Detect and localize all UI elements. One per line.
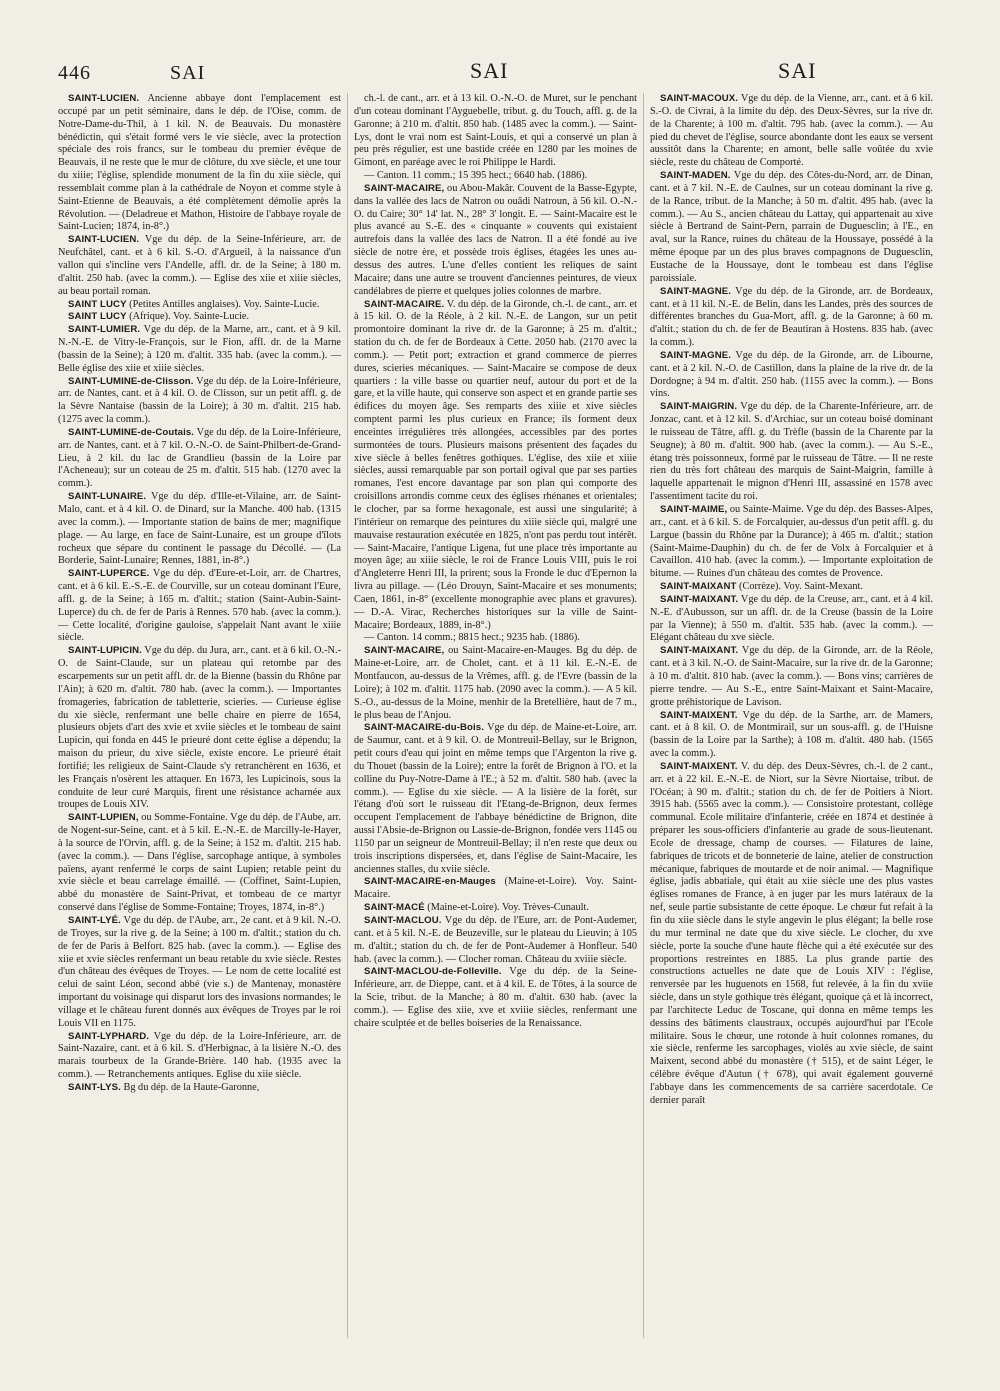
dictionary-entry [650, 93, 933, 170]
entry-headword: SAINT-MAGNE. [660, 285, 732, 297]
entry-text: V. du dép. de la Gironde, ch.-l. de cant., arr. et à 15 kil. O. de la Réole, à 2 kil. N.-E. de Langon, sur un petit promontoire dominant la rive dr. de la Garonne; à 25 m. d'altit.; station du ch. de fer de Bordeaux à Cette. 2050 hab. (2170 avec la comm.). — Petit port; extraction et grand commerce de pierres dures, scieries mécaniques. — Saint-Macaire se compose de deux quartiers : la ville basse ou quartier neuf, autour du port et de la gare, et la ville haute, qui conserve son aspect et en grande partie ses édifices du moyen âge. Ses remparts des xiiie et xive siècles comptent parmi les plus curieux en France; ils forment deux enceintes irrégulières très allongées, accessibles par des portes surmontées de tours. Plusieurs maisons présentent des façades du xive siècle à belles fenêtres gothiques. L'église, des xiie et xiiie siècles, aussi remarquable par son portail ogival que par ses parties romanes, l'est encore davantage par son plan qui comporte des croisillons arrondis comme ceux des églises rhénanes et orientales; le clocher, par sa forme hexagonale, est aussi une singularité; à l'intérieur on remarque des peintures du xiiie siècle qui, malgré une mauvaise restauration exécutée en 1825, n'ont pas perdu tout intérêt. — Saint-Macaire, l'antique Ligena, fut une place très importante au moyen âge; au xiiie siècle, le roi de France Louis VIII, puis le roi d'Angleterre Henri III, la prirent; sous la Fronde le duc d'Epernon la livra au pillage. — (Léo Drouyn, Saint-Macaire et ses monuments; Caen, 1861, in-8° (excellente monographie avec plans et gravures). — D.-A. Virac, Recherches historiques sur la ville de Saint-Macaire; Bordeaux, 1889, in-8°.) [354, 298, 637, 631]
entry-text: Vge du dép. de la Loire-Inférieure, arr. de Nantes, cant. et à 7 kil. O.-N.-O. de Saint-Philbert-de-Grand-Lieu, à 2 kil. du lac de Grandlieu (bassin de la Loire par l'Acheneau); sur un coteau de 25 m. d'altit. 515 hab. (1270 avec la comm.). [58, 426, 341, 490]
dictionary-entry [354, 915, 637, 966]
dictionary-entry [650, 350, 933, 401]
entry-text: Vge du dép. des Côtes-du-Nord, arr. de Dinan, cant. et à 7 kil. N.-E. de Caulnes, sur un coteau dominant la rive g. de la Rance, tribut. de la Manche; à 50 m. d'altit. 495 hab. (avec la comm.). — Au S., ancien château du Lattay, qui appartenait au xive siècle à Bertrand de Saint-Pern, parrain de Duguesclin; à l'E., en aval, sur la Rance, ruines du château de la Houssaye, possédé à la même époque par un des plus braves compagnons de Duguesclin, Eustache de la Houssaye, dont le tombeau est dans l'église paroissiale. [650, 170, 933, 284]
dictionary-entry [58, 93, 341, 234]
dictionary-entry [354, 170, 637, 183]
entry-text: Vge du dép. de la Creuse, arr., cant. et à 4 kil. N.-E. d'Aubusson, sur un affl. dr. de la Creuse (bassin de la Loire par la Vienne); à 550 m. d'altit. 535 hab. (avec la comm.). — Elégant château du xve siècle. [650, 593, 933, 644]
entry-text: Vge du dép. de la Marne, arr., cant. et à 9 kil. N.-N.-E. de Vitry-le-François, sur le Fion, affl. dr. de la Marne (bassin de la Seine); à 120 m. d'altit. 335 hab. (avec la comm.). — Belle église des xiie et xiiie siècles. [58, 324, 341, 374]
dictionary-entry [650, 170, 933, 286]
entry-headword: SAINT-LUCIEN. [68, 234, 140, 246]
dictionary-entry [354, 93, 637, 170]
entry-headword: SAINT-MACLOU-de-Folleville. [364, 966, 502, 978]
entry-headword: SAINT-LUMINE-de-Coutais. [68, 426, 195, 438]
entry-text: Vge du dép. de l'Aube, arr., 2e cant. et à 9 kil. N.-O. de Troyes, sur la rive g. de la Seine; à 100 m. d'altit.; station du ch. de fer de Paris à Belfort. 825 hab. (avec la comm.). — Eglise des xiie et xvie siècles renfermant un beau retable du xvie siècle. Restes d'un château des évêques de Troyes. — Le nom de cette localité est celui de saint Léon, second abbé (vie s.) de Mantenay, monastère important du voisinage qui disparut lors des invasions normandes; le village et le château furent donnés aux évêques de Troyes par le roi Louis VII en 1175. [58, 915, 341, 1029]
entry-text: Vge du dép. du Jura, arr., cant. et à 6 kil. O.-N.-O. de Saint-Claude, sur un plateau qui retombe par des escarpements sur un petit affl. dr. de la Bienne (bassin du Rhône par l'Ain); à 620 m. d'altit. 780 hab. (avec la comm.). — Importantes fromageries, fabrication de tabletterie, scieries. — Curieuse église du xie siècle, renfermant une belle chaire en pierre de 1654, plusieurs objets d'art des xvie et xviie siècles et le tombeau de saint Lupicin, qui fonda en 445 le prieuré dont cette église a dépendu; la maison du prieur, du xive siècle, existe encore. Le prieuré était fortifié; les religieux de Saint-Claude s'y retranchèrent en 1636, et les Français n'osèrent les attaquer. En 1673, les Lupicinois, sous la conduite de leur curé Marquis, firent une résistance acharnée aux troupes de Louis XIV. [58, 645, 341, 811]
text-column-left [58, 93, 341, 1343]
entry-text: Vge du dép. de la Gironde, arr. de Libourne, cant. et à 2 kil. N.-O. de Castillon, dans la plaine de la rive dr. de la Dordogne; à 94 m. d'altit. 250 hab. (1155 avec la comm.). — Bons vins. [650, 349, 933, 400]
entry-text: Vge du dép. de la Seine-Inférieure, arr. de Dieppe, cant. et à 4 kil. E. de Tôtes, à la source de la Scie, tribut. de la Manche; à 80 m. d'altit. 630 hab. (avec la comm.). — Eglise des xiie, xve et xviiie siècles, renfermant une chaire sculptée et de belles boiseries de la Renaissance. [354, 966, 637, 1029]
dictionary-entry [354, 722, 637, 876]
dictionary-entry [354, 299, 637, 633]
dictionary-entry [354, 902, 637, 915]
entry-headword: SAINT-LUPIEN, [68, 812, 139, 824]
dictionary-entry [58, 1082, 341, 1095]
entry-headword: SAINT-MAIXENT. [660, 760, 738, 772]
dictionary-entry [650, 401, 933, 504]
entry-text: Vge du dép. de la Sarthe, arr. de Mamers, cant. et à 8 kil. O. de Montmirail, sur un sous-affl. g. de l'Huisne (bassin de la Loire par la Sarthe); à 108 m. d'altit. 480 hab. (1565 avec la comm.). [650, 709, 933, 760]
entry-headword: SAINT-MAIXANT [660, 581, 737, 593]
entry-headword: SAINT-MACAIRE-en-Mauges [364, 876, 496, 888]
entry-text: Vge du dép. d'Eure-et-Loir, arr. de Chartres, cant. et à 6 kil. E.-S.-E. de Courville, sur un coteau dominant l'Eure, affl. g. de la Seine; à 165 m. d'altit.; station (Saint-Aubin-Saint-Luperce) du ch. de fer de Paris à Rennes. 570 hab. (avec la comm.). — Cette localité, d'origine gauloise, s'appelait Nant avant le xiiie siècle. [58, 568, 341, 644]
entry-headword: SAINT LUCY [68, 311, 127, 323]
entry-text: (Afrique). Voy. Sainte-Lucie. [126, 311, 250, 323]
entry-headword: SAINT-MACAIRE-du-Bois. [364, 722, 484, 734]
entry-headword: SAINT-LUPERCE. [68, 568, 150, 580]
dictionary-entry [58, 915, 341, 1031]
entry-headword: SAINT-MAIXENT. [660, 709, 738, 721]
dictionary-entry [58, 1031, 341, 1082]
dictionary-entry [650, 594, 933, 645]
entry-headword: SAINT-LUMINE-de-Clisson. [68, 375, 194, 387]
entry-text: Vge du dép. de Maine-et-Loire, arr. de Saumur, cant. et à 9 kil. O. de Montreuil-Bellay, sur le Brignon, petit cours d'eau qui joint en même temps que l'Argenton la rive g. du Thouet (bassin de la Loire); entre la forêt de Brignon à l'O. et la colline du Puy-Notre-Dame à l'E.; à 52 m. d'altit. 580 hab. (avec la comm.). — Eglise du xie siècle. — A la lisière de la forêt, sur l'étang d'où sort le ruisseau dit l'Etang-de-Brignon, deux fermes occupent l'emplacement de l'abbaye bénédictine de Brignon, dite aussi l'Absie-de-Brignon ou Lassie-de-Brignon, fondée vers 1145 ou 1150 par un seigneur de Montreuil-Bellay; il n'en reste que deux ou trois inscriptions dispersées, et, dans l'église de Saint-Macaire, les anciennes stalles, du xviie siècle. [354, 722, 637, 875]
dictionary-entry [58, 299, 341, 312]
entry-text: (Petites Antilles anglaises). Voy. Sainte-Lucie. [126, 298, 320, 310]
dictionary-entry [354, 966, 637, 1030]
entry-headword: SAINT-MAIXANT. [660, 645, 739, 657]
entry-headword: SAINT-MAIGRIN. [660, 401, 738, 413]
entry-text: Vge du dép. de la Gironde, arr. de Bordeaux, cant. et à 11 kil. N.-E. de Belin, dans les Landes, près des sources de différentes branches du Gua-Mort, affl. g. de la Garonne; à 60 m. d'altit.; station du ch. de fer de Beautiran à Hostens. 835 hab. (avec la comm.). [650, 285, 933, 349]
entry-headword: SAINT-LUPICIN. [68, 645, 142, 657]
entry-headword: SAINT-LYS. [68, 1081, 121, 1093]
entry-text: Vge du dép. de la Charente-Inférieure, arr. de Jonzac, cant. et à 12 kil. S. d'Archiac, sur un coteau boisé dominant le ruisseau de Tâtre, affl. g. du Trèfle (bassin de la Charente par la Seugne); à 80 m. d'altit. 900 hab. (avec la comm.). — Au S.-E., étang très poissonneux, formé par le ruisseau de Tâtre. — Il ne reste rien du très fort château des marquis de Saint-Maigrin, famille à laquelle appartenait le mignon d'Henri III, assassiné en 1578 avec l'assentiment tacite du roi. [650, 401, 933, 503]
entry-headword: SAINT-MAGNE. [660, 349, 732, 361]
entry-text: ou Sainte-Maime. Vge du dép. des Basses-Alpes, arr., cant. et à 6 kil. S. de Forcalquier, au-dessus d'un petit affl. g. du Largue (bassin du Rhône par la Durance); à 465 m. d'altit.; station (Saint-Maime-Dauphin) du ch. de fer de Volx à Forcalquier et à Cavaillon. 410 hab. (avec la comm.). — Importante exploitation de bitume. — Ruines d'un château des comtes de Provence. [650, 504, 933, 580]
entry-text: Vge du dép. de la Vienne, arr., cant. et à 6 kil. S.-O. de Civrai, à la limite du dép. des Deux-Sèvres, sur la rive dr. de la Charente; à 100 m. d'altit. 795 hab. (avec la comm.). — Au pied du chevet de l'église, source abondante dont les eaux se versent aussitôt dans la Charente; en amont, belle salle voûtée du xvie siècle, reste du château de Comporté. [650, 93, 933, 169]
entry-headword: SAINT-MAIME, [660, 504, 728, 515]
entry-headword: SAINT-LYÉ. [68, 915, 121, 926]
dictionary-entry [354, 183, 637, 299]
entry-headword: SAINT-LYPHARD. [68, 1030, 150, 1042]
text-column-middle [354, 93, 637, 1343]
entry-text: Vge du dép. de la Gironde, arr. de la Réole, cant. et à 3 kil. N.-O. de Saint-Macaire, sur la rive dr. de la Garonne; à 10 m. d'altit. 810 hab. (avec la comm.). — Bons vins; carrières de pierre tendre. — Au S.-E., entre Saint-Maixant et Saint-Macaire, grotte préhistorique de Lavison. [650, 645, 933, 708]
entry-text: — Canton. 14 comm.; 8815 hect.; 9235 hab. (1886). [364, 632, 580, 644]
dictionary-entry [58, 491, 341, 568]
entry-headword: SAINT-MACÉ [364, 902, 425, 914]
entry-text: ou Somme-Fontaine. Vge du dép. de l'Aube, arr. de Nogent-sur-Seine, cant. et à 5 kil. E.-N.-E. de Marcilly-le-Hayer, à la source de l'Orvin, affl. g. de la Seine; à 152 m. d'altit. 215 hab. (avec la comm.). — Dans l'église, sarcophage antique, à symboles païens, ayant renfermé le corps de saint Lupien; retable peint du xvie siècle et beau carrelage émaillé. — (Coffinet, Saint-Lupien, abbé du monastère de Saint-Privat, et tombeau de ce martyr conservé dans l'église de Somme-Fontaine; Troyes, 1874, in-8°.) [58, 812, 341, 914]
entry-headword: SAINT-LUCIEN. [68, 93, 140, 104]
dictionary-entry [58, 234, 341, 298]
entry-text: Vge du dép. de la Loire-Inférieure, arr. de Nantes, cant. et à 4 kil. O. de Clisson, sur un petit affl. g. de la Sèvre Nantaise (bassin de la Loire); à 30 m. d'altit. 215 hab. (1275 avec la comm.). [58, 375, 341, 426]
dictionary-entry [650, 286, 933, 350]
dictionary-entry [58, 311, 341, 324]
entry-headword: SAINT-LUMIER. [68, 324, 141, 336]
entry-headword: SAINT-MACLOU. [364, 915, 442, 926]
entry-headword: SAINT-MADEN. [660, 170, 731, 182]
dictionary-entry [58, 427, 341, 491]
entry-text: (Corrèze). Voy. Saint-Mexant. [736, 581, 863, 593]
entry-text: ou Abou-Makâr. Couvent de la Basse-Egypte, dans la vallée des lacs de Natron ou ouâdi Natroun, à 56 kil. O.-N.-O. du Caire; 30° 14' lat. N., 28° 3' longit. E. — Saint-Macaire est le plus avancé au S.-E. des « cinquante » couvents qui existaient autrefois dans la vallée des lacs de Natron. Il a été fondé au ive siècle de notre ère, et possède trois églises, étagées les unes au-dessus des autres. L'une d'elles contient les reliques de saint Macaire; dans une autre se trouvent d'anciennes peintures, de vieux candélabres de pierre et quelques jolies colonnes de marbre. [354, 182, 637, 297]
entry-headword: SAINT-LUNAIRE. [68, 491, 147, 503]
entry-text: ou Saint-Macaire-en-Mauges. Bg du dép. de Maine-et-Loire, arr. de Cholet, cant. et à 11 kil. E.-N.-E. de Montfaucon, au-dessus de la Vrêmes, affl. g. de l'Evre (bassin de la Loire); à 102 m. d'altit. 1175 hab. (2090 avec la comm.). — A 5 kil. S.-O., au-dessus de la Moine, menhir de la Bretellière, haut de 7 m., le plus beau de l'Anjou. [354, 645, 637, 721]
entry-text: (Maine-et-Loire). Voy. Saint-Macaire. [354, 876, 637, 901]
entry-text: Vge du dép. de l'Eure, arr. de Pont-Audemer, cant. et à 5 kil. N.-E. de Beuzeville, sur le plateau du Lieuvin; à 105 m. d'altit.; station du ch. de fer de Pont-Audemer à Honfleur. 540 hab. (avec la comm.). — Clocher roman. Château du xviiie siècle. [354, 915, 637, 965]
page-header [0, 58, 1000, 88]
entry-headword: SAINT-MACAIRE, [364, 645, 445, 657]
dictionary-entry [650, 761, 933, 1108]
running-head-center: SAI [470, 58, 509, 83]
dictionary-entry [354, 876, 637, 902]
entry-text: ch.-l. de cant., arr. et à 13 kil. O.-N.-O. de Muret, sur le penchant d'un coteau dominant l'Ayguebelle, tribut. g. du Touch, affl. g. de la Garonne; à 210 m. d'altit. 850 hab. (1485 avec la comm.). — Saint-Lys, dont le vrai nom est Saint-Louis, et qui a conservé un plan à peu près régulier, est une bastide créée en 1280 par les moines de Gimont, en paréage avec le roi Philippe le Hardi. [354, 93, 637, 169]
dictionary-entry [58, 645, 341, 812]
entry-headword: SAINT-MAIXANT. [660, 593, 739, 605]
dictionary-entry [354, 632, 637, 645]
dictionary-entry [650, 645, 933, 709]
entry-text: Ancienne abbaye dont l'emplacement est occupé par un petit séminaire, dans le dép. de l'Oise, comm. de Notre-Dame-du-Thil, à 1 kil. N. de Beauvais. Du monastère bénédictin, qui s'était formé vers le vie siècle, avec la protection spéciale des rois francs, sur le tombeau du premier évêque de Beauvais, il ne reste que le mur de clôture, du xve siècle, et une tour du xiiie; l'église, splendide monument de la fin du xiie siècle, qui ressemblait comme plan à la cathédrale de Noyon et comme style à Saint-Etienne de Beauvais, a été complètement démolie après la Révolution. — (Deladreue et Mathon, Histoire de l'abbaye royale de Saint-Lucien; 1874, in-8°.) [58, 93, 341, 233]
column-divider [347, 93, 348, 1338]
entry-text: Bg du dép. de la Haute-Garonne, [120, 1081, 260, 1093]
entry-text: Vge du dép. de la Seine-Inférieure, arr. de Neufchâtel, cant. et à 6 kil. S.-O. d'Argueil, à la naissance d'un vallon qui s'incline vers l'Andelle, affl. dr. de la Seine; à 180 m. d'altit. 250 hab. (avec la comm.). — Eglise des xiie et xiiie siècles, au beau portail roman. [58, 234, 341, 297]
running-head-right: SAI [778, 58, 817, 83]
dictionary-entry [58, 568, 341, 645]
entry-text: — Canton. 11 comm.; 15 395 hect.; 6640 hab. (1886). [364, 170, 588, 182]
entry-headword: SAINT LUCY [68, 298, 127, 310]
entry-headword: SAINT-MACAIRE, [364, 182, 445, 194]
entry-headword: SAINT-MACOUX. [660, 93, 739, 104]
entry-text: Vge du dép. d'Ille-et-Vilaine, arr. de Saint-Malo, cant. et à 4 kil. O. de Dinard, sur la Manche. 400 hab. (1315 avec la comm.). — Importante station de bains de mer; magnifique plage. — Au large, en face de Saint-Lunaire, est un groupe d'îlots rocheux que sépare du continent le passage du Décollé. — (La Borderie, Saint-Lunaire; Rennes, 1881, in-8°.) [58, 491, 341, 567]
text-column-right [650, 93, 933, 1343]
entry-text: Vge du dép. de la Loire-Inférieure, arr. de Saint-Nazaire, cant. et à 6 kil. S. d'Herbignac, à la lisière N.-O. des marais tourbeux de la Grande-Brière. 140 hab. (1935 avec la comm.). — Retranchements antiques. Eglise du xiie siècle. [58, 1030, 341, 1081]
dictionary-entry [354, 645, 637, 722]
page-number: 446 [58, 62, 91, 84]
dictionary-entry [58, 324, 341, 375]
dictionary-entry [58, 376, 341, 427]
dictionary-entry [650, 710, 933, 761]
entry-text: (Maine-et-Loire). Voy. Trèves-Cunault. [424, 902, 589, 914]
dictionary-entry [650, 581, 933, 594]
dictionary-entry [650, 504, 933, 581]
entry-headword: SAINT-MACAIRE. [364, 298, 445, 310]
column-divider [643, 93, 644, 1338]
entry-text: V. du dép. des Deux-Sèvres, ch.-l. de 2 cant., arr. et à 22 kil. E.-N.-E. de Niort, sur la Sèvre Niortaise, tribut. de l'Océan; à 90 m. d'altit.; station du ch. de fer de Poitiers à Niort. 3915 hab. (5565 avec la comm.). — Consistoire protestant, collège communal. Ecole militaire d'infanterie, créée en 1874 et destinée à préparer les sous-officiers d'infanterie au grade de sous-lieutenant. Ecole de dressage, champ de courses. — Filatures de laine, fabriques de tricots et de bonneterie de laine, atelier de construction mécanique, fabriques de moutarde et de noir animal. — Magnifique église, jadis abbatiale, qui était au xiie siècle une des plus vastes églises romanes de France, à en juger par les murs latéraux de la nef, seule partie subsistante de cette époque. Le chœur fut refait à la fin du xiie siècle dans le style angevin le plus élégant; la belle rose du mur terminal ne date que du xive siècle. Le clocher, du xve siècle, porte la souche d'une haute flèche qui a été exécutée sur des proportions restreintes en 1885. La plus grande partie des constructions actuelles ne date que de Louis XIV : l'église, renversée par les huguenots en 1568, fut relevée, à la fin du xviie siècle, dans un style gothique très élégant, quoique çà et là incorrect, par l'architecte Leduc de Toscane, qui donna en même temps les dessins des bâtiments claustraux, occupés aujourd'hui par l'Ecole militaire. Sous le chœur, une rotonde à huit colonnes romanes, du xie siècle, renferme les sarcophages, violés au xvie siècle, de saint Maixent, second abbé du monastère († 515), et de saint Léger, le célèbre évêque d'Autun († 678), qui avait également gouverné l'abbaye dans les commencements de sa carrière sacerdotale. Ce dernier paraît [650, 760, 933, 1106]
dictionary-entry [58, 812, 341, 915]
running-head-left: SAI [170, 62, 206, 84]
